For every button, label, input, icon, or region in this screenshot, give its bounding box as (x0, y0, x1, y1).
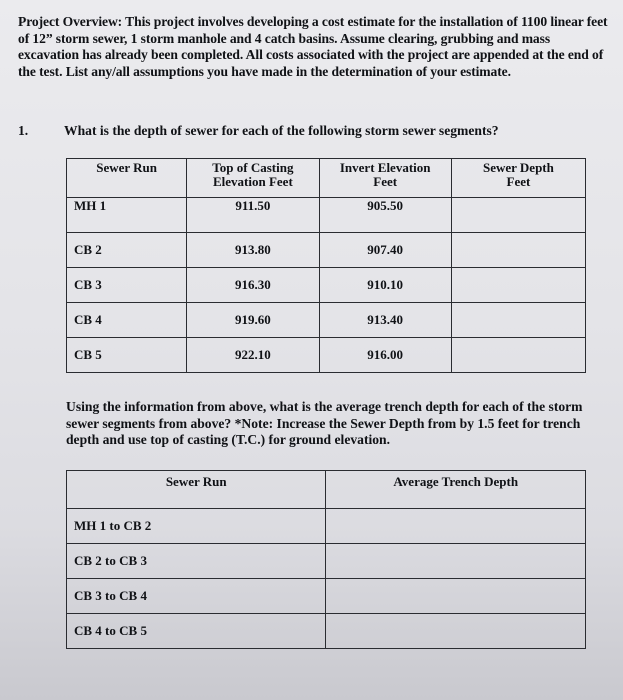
invert-cell: 905.50 (319, 198, 451, 233)
header-depth-line2: Feet (506, 174, 531, 189)
question-1-text: What is the depth of sewer for each of the following storm sewer segments? (64, 123, 499, 138)
sewer-run-cell: CB 3 to CB 4 (67, 579, 326, 614)
top-casting-cell: 913.80 (187, 233, 319, 268)
sewer-depth-table (66, 158, 586, 373)
header-top-of-casting (187, 159, 319, 198)
trench-table-header-row (67, 471, 586, 509)
average-trench-depth-cell[interactable] (326, 509, 586, 544)
table-row (67, 268, 586, 303)
header-sewer-run (67, 159, 187, 198)
top-casting-cell: 922.10 (187, 338, 319, 373)
sewer-run-cell: CB 4 (67, 303, 187, 338)
invert-cell: 910.10 (319, 268, 451, 303)
sewer-depth-cell[interactable] (451, 303, 585, 338)
average-trench-depth-cell[interactable] (326, 544, 586, 579)
header-invert-line2: Feet (373, 174, 398, 189)
depth-table-header-row (67, 159, 586, 198)
sewer-run-cell: MH 1 to CB 2 (67, 509, 326, 544)
sewer-run-cell: CB 2 (67, 233, 187, 268)
table-row (67, 579, 586, 614)
invert-cell: 913.40 (319, 303, 451, 338)
sewer-depth-cell[interactable] (451, 268, 585, 303)
header-depth-line1: Sewer Depth (482, 160, 554, 175)
top-casting-cell: 919.60 (187, 303, 319, 338)
table-row (67, 544, 586, 579)
table-row (67, 233, 586, 268)
sewer-run-cell: CB 2 to CB 3 (67, 544, 326, 579)
trench-depth-table (66, 470, 586, 649)
top-casting-cell: 911.50 (187, 198, 319, 233)
header-sewer-run: Sewer Run (67, 471, 326, 509)
invert-cell: 916.00 (319, 338, 451, 373)
header-top-of-casting-line1: Top of Casting (212, 160, 294, 175)
header-sewer-run-label: Sewer Run (96, 160, 158, 175)
average-trench-depth-cell[interactable] (326, 579, 586, 614)
sewer-depth-cell[interactable] (451, 233, 585, 268)
header-sewer-depth (451, 159, 585, 198)
question-1-number: 1. (18, 123, 29, 138)
sewer-depth-cell[interactable] (451, 198, 585, 233)
header-invert-line1: Invert Elevation (339, 160, 431, 175)
table-row (67, 303, 586, 338)
header-average-trench-depth: Average Trench Depth (326, 471, 586, 509)
top-casting-cell: 916.30 (187, 268, 319, 303)
header-top-of-casting-line2: Elevation Feet (212, 174, 293, 189)
project-overview: Project Overview: This project involves developing a cost estimate for the installation of 1100 linear feet of 12” storm sewer, 1 storm manhole and 4 catch basins. Assume clearing, grubbing and mass excavation has already been completed. All costs associated with the project are appended at the end of the test. List any/all assumptions you have made in the determination of your estimate. (18, 14, 608, 79)
table-row (67, 509, 586, 544)
sewer-run-cell: CB 3 (67, 268, 187, 303)
average-trench-depth-cell[interactable] (326, 614, 586, 649)
sewer-run-cell: CB 5 (67, 338, 187, 373)
table-row (67, 338, 586, 373)
header-invert-elevation (319, 159, 451, 198)
question-2-text: Using the information from above, what is the average trench depth for each of the storm sewer segments from above? *Note: Increase the Sewer Depth from by 1.5 feet for trench depth and use top of casting (T.C.) for ground elevation. (66, 399, 583, 447)
sewer-run-cell: CB 4 to CB 5 (67, 614, 326, 649)
table-row (67, 614, 586, 649)
invert-cell: 907.40 (319, 233, 451, 268)
sewer-run-cell: MH 1 (67, 198, 187, 233)
table-row (67, 198, 586, 233)
sewer-depth-cell[interactable] (451, 338, 585, 373)
